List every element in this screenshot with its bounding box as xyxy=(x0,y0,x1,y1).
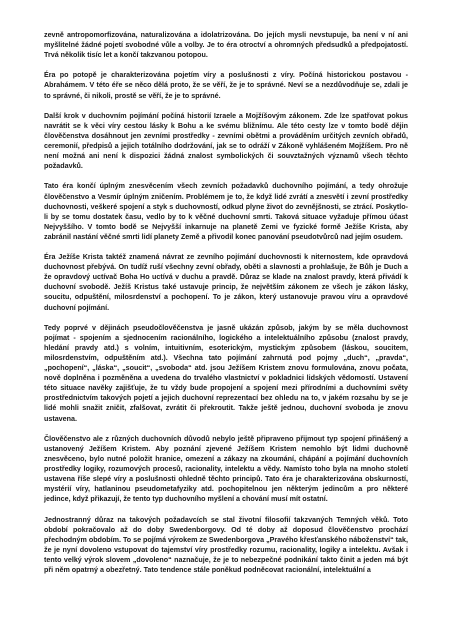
document-page xyxy=(44,30,408,585)
paragraph-8: Jednostranný důraz na takových požadavcích se stal životní filosofií takzvaných Temných věků. Toto období pokračovalo až do doby Swedenborgovy. Od té doby až doposud člověčenstvo prochází přechodným obdobím. To se pojímá výrokem ze Swedenborgova „Pravého křesťanského náboženství“ tak, že je nyní dovoleno vstupovat do tajemství víry prostředky rozumu, racionality, logiky a intelektu. Avšak i tento velký výrok slovem „dovoleno“ naznačuje, že je to nebezpečné podnikání takto činit a jeden má být při něm opatrný a obezřetný. Tato tendence stále poněkud podněcovat racionální, intelektuální a xyxy=(44,515,408,574)
paragraph-7: Člověčenstvo ale z různých duchovních důvodů nebylo ještě připraveno přijmout typ spojení přinášený a ustanovený Ježíšem Kristem. Aby poznání zjevené Ježíšem Kristem nemohlo být lidmi duchovně znesvěceno, bylo nutné položit hranice, omezení a zákazy na zkoumání, chápání a pojímání duchovních prostředky logiky, rozumových procesů, racionality, intelektu a vědy. Namísto toho byla na mnoho století ustavena říše slepé víry a poslušnosti ohledně těchto principů. Tato éra je charakterizována obskurností, mystérií víry, hatlaninou pseudometafyziky atd. pochopitelnou jen některým jedincům a pro některé jedince, když přikazují, že tento typ duchovního myšlení a chování musí mít ostatní. xyxy=(44,434,408,504)
paragraph-4: Tato éra končí úplným znesvěcením všech zevních požadavků duchovního pojímání, a tedy ohrožuje člověčenstvo a Vesmír úplným zničením. Problémem je to, že když lidé zvrátí a znesvětí i zevní prostředky duchovnosti, veškeré spojení a styk s duchovností, odkud plyne život do zevnějšnosti, se ztrácí. Poskytlo-li by se tomu dostatek času, vedlo by to k věčné duchovní smrti. Taková situace vyžaduje přímou účast Nejvyššího. V tomto bodě se Nejvyšší inkarnuje na planetě Zemi ve fyzické formě Ježíše Krista, aby zabránil nastání věčné smrti lidí planety Země a přivodil konec panování pseudotvůrců nad jejím osudem. xyxy=(44,182,408,241)
paragraph-1: zevně antropomorfizována, naturalizována a idolatrizována. Do jejích mysli nevstupuje, ba není v ní ani myšlitelné žádné pojetí svobodné vůle a volby. Je to éra otroctví a ohromných předsudků a předpojatostí. Trvá několik tisíc let a končí takzvanou potopou. xyxy=(44,31,408,60)
paragraph-2: Éra po potopě je charakterizována pojetím víry a poslušnosti z víry. Počíná historickou postavou - Abrahámem. V této éře se něco dělá proto, že se věří, že je to správné. Neví se a nezdůvodňuje se, zdali je to správné, či nikoli, prostě se věří, že je to správné. xyxy=(44,71,408,100)
paragraph-5: Éra Ježíše Krista taktéž znamená návrat ze zevního pojímání duchovnosti k niternostem, kde opravdová duchovnost přebývá. On tudíž ruší všechny zevní obřady, oběti a slavnosti a prohlašuje, že Bůh je Duch a že opravdový uctívač Boha Ho uctívá v duchu a pravdě. Důraz se klade na znalost pravdy, která přivádí k duchovní svobodě. Ježíš Kristus také ustavuje princip, že největším zákonem ze všech je zákon lásky, soucitu, odpuštění, milosrdenství a pochopení. To je zákon, který ustanovuje pravou víru a opravdové duchovní pojímání. xyxy=(44,253,408,312)
paragraph-3: Další krok v duchovním pojímání počíná historií Izraele a Mojžíšovým zákonem. Zde lze spatřovat pokus navrátit se k věci víry cestou lásky k Bohu a ke svému bližnímu. Ale této cesty lze v tomto bodě dějin člověčenstva dosáhnout jen zevními prostředky - zevními obětmi a prováděním určitých zevních obřadů, ceremonií, předpisů a jejich totálního dodržování, jak se to odráží v Zákoně vyhlášeném Mojžíšem. Pro ně není možná ani není k dispozici žádná znalost symbolických či souvztažných významů všech těchto požadavků. xyxy=(44,111,408,171)
paragraph-6: Tedy poprvé v dějinách pseudočlověčenstva je jasně ukázán způsob, jakým by se měla duchovnost pojímat - spojením a sjednocením racionálního, logického a intelektuálního způsobu (znalost pravdy, hledání pravdy atd.) s volním, intuitivním, esoterickým, mystickým způsobem (láskou, soucitem, milosrdenstvím, odpuštěním atd.). Všechna tato pojímání zahrnutá pod pojmy „duch“, „pravda“, „pochopení“, „láska“, „soucit“, „svoboda“ atd. jsou Ježíšem Kristem znovu formulována, znovu počata, nově doplněna i pozměněna a uvedena do trvalého vlastnictví v pokladnici lidských vědomostí. Ustavení této situace navěky zajišťuje, že tu vždy bude propojení a spojení mezi přírodními a duchovními světy prostřednictvím takových pojetí a jejich duchovní reprezentací bez ohledu na to, v jakém rozsahu by se je lidé mohli snažit zničit, zfalšovat, zvrátit či překroutit. Takže ještě jednou, duchovní svoboda je znovu ustavena. xyxy=(44,323,408,423)
